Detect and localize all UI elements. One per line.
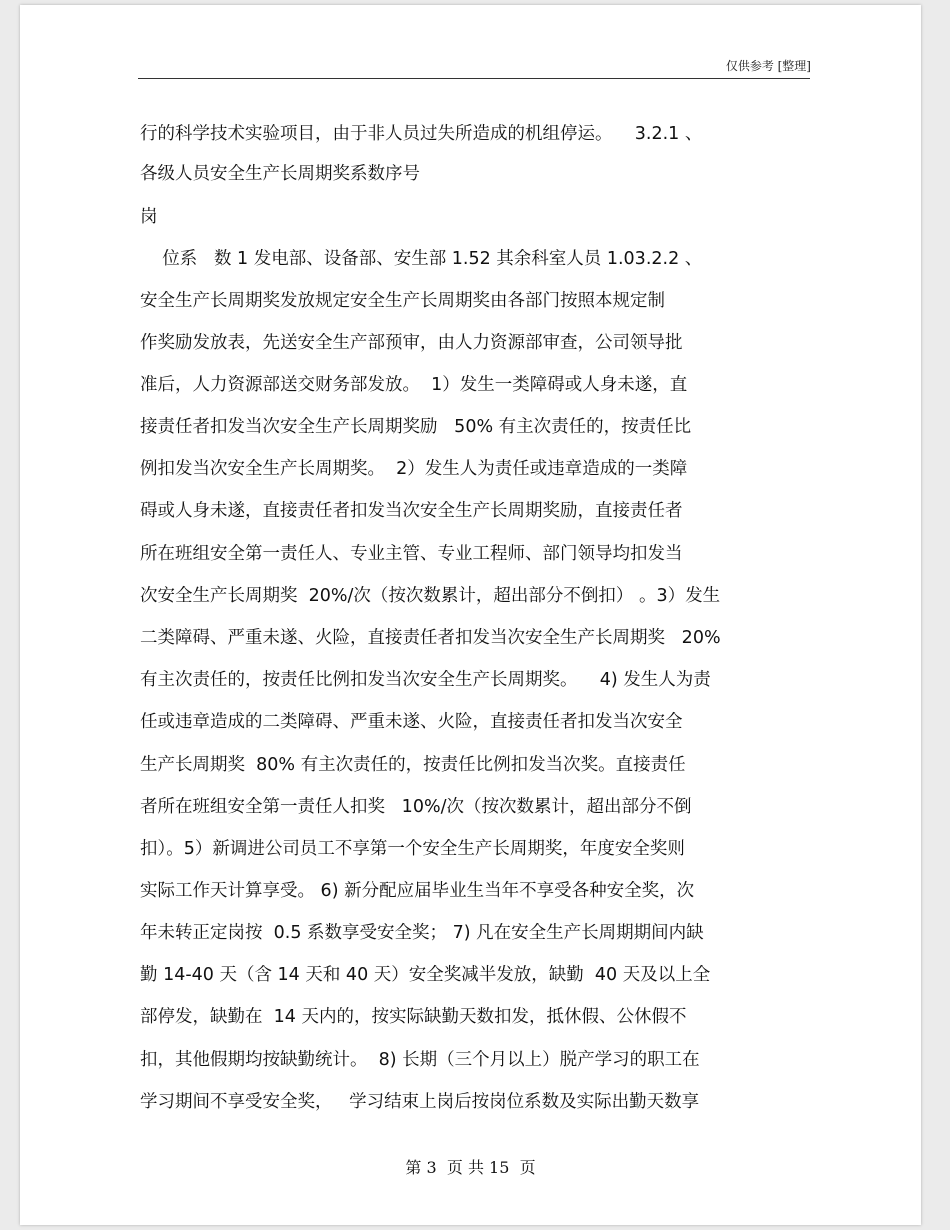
- body-line: 部停发，缺勤在 14 天内的，按实际缺勤天数扣发，抵休假、公休假不: [140, 1007, 687, 1027]
- page-number: 第 3 页 共 15 页: [405, 1158, 536, 1177]
- body-line: 行的科学技术实验项目，由于非人员过失所造成的机组停运。 3.2.1 、: [140, 124, 703, 144]
- body-line: 二类障碍、严重未遂、火险，直接责任者扣发当次安全生产长周期奖 20%: [140, 628, 721, 648]
- body-line: 者所在班组安全第一责任人扣奖 10%/次（按次数累计，超出部分不倒: [140, 797, 692, 817]
- body-line: 年未转正定岗按 0.5 系数享受安全奖； 7) 凡在安全生产长周期期间内缺: [140, 923, 704, 943]
- body-line: 扣）。5）新调进公司员工不享第一个安全生产长周期奖，年度安全奖则: [140, 839, 685, 859]
- body-line: 安全生产长周期奖发放规定安全生产长周期奖由各部门按照本规定制: [140, 291, 665, 311]
- header-divider: [138, 78, 810, 79]
- body-line: 岗: [140, 207, 158, 227]
- body-line: 例扣发当次安全生产长周期奖。 2）发生人为责任或违章造成的一类障: [140, 459, 688, 479]
- body-line: 位系 数 1 发电部、设备部、安生部 1.52 其余科室人员 1.03.2.2 、: [140, 249, 703, 269]
- header-note: 仅供参考 [整理]: [725, 59, 811, 73]
- body-line: 作奖励发放表，先送安全生产部预审，由人力资源部审查，公司领导批: [140, 333, 683, 353]
- body-line: 学习期间不享受安全奖， 学习结束上岗后按岗位系数及实际出勤天数享: [140, 1092, 700, 1112]
- body-line: 实际工作天计算享受。 6) 新分配应届毕业生当年不享受各种安全奖，次: [140, 881, 695, 901]
- body-line: 准后，人力资源部送交财务部发放。 1）发生一类障碍或人身未遂，直: [140, 375, 688, 395]
- body-line: 扣，其他假期均按缺勤统计。 8) 长期（三个月以上）脱产学习的职工在: [140, 1050, 700, 1070]
- body-line: 生产长周期奖 80% 有主次责任的，按责任比例扣发当次奖。直接责任: [140, 755, 686, 775]
- body-line: 任或违章造成的二类障碍、严重未遂、火险，直接责任者扣发当次安全: [140, 712, 683, 732]
- body-line: 有主次责任的，按责任比例扣发当次安全生产长周期奖。 4) 发生人为责: [140, 670, 711, 690]
- body-line: 次安全生产长周期奖 20%/次（按次数累计，超出部分不倒扣） 。3）发生: [140, 586, 721, 606]
- body-line: 碍或人身未遂，直接责任者扣发当次安全生产长周期奖励，直接责任者: [140, 501, 683, 521]
- body-line: 勤 14-40 天（含 14 天和 40 天）安全奖减半发放，缺勤 40 天及以上全: [140, 965, 711, 985]
- body-line: 各级人员安全生产长周期奖系数序号: [140, 164, 420, 184]
- body-line: 接责任者扣发当次安全生产长周期奖励 50% 有主次责任的，按责任比: [140, 417, 692, 437]
- document-page: [20, 5, 921, 1225]
- body-line: 所在班组安全第一责任人、专业主管、专业工程师、部门领导均扣发当: [140, 544, 683, 564]
